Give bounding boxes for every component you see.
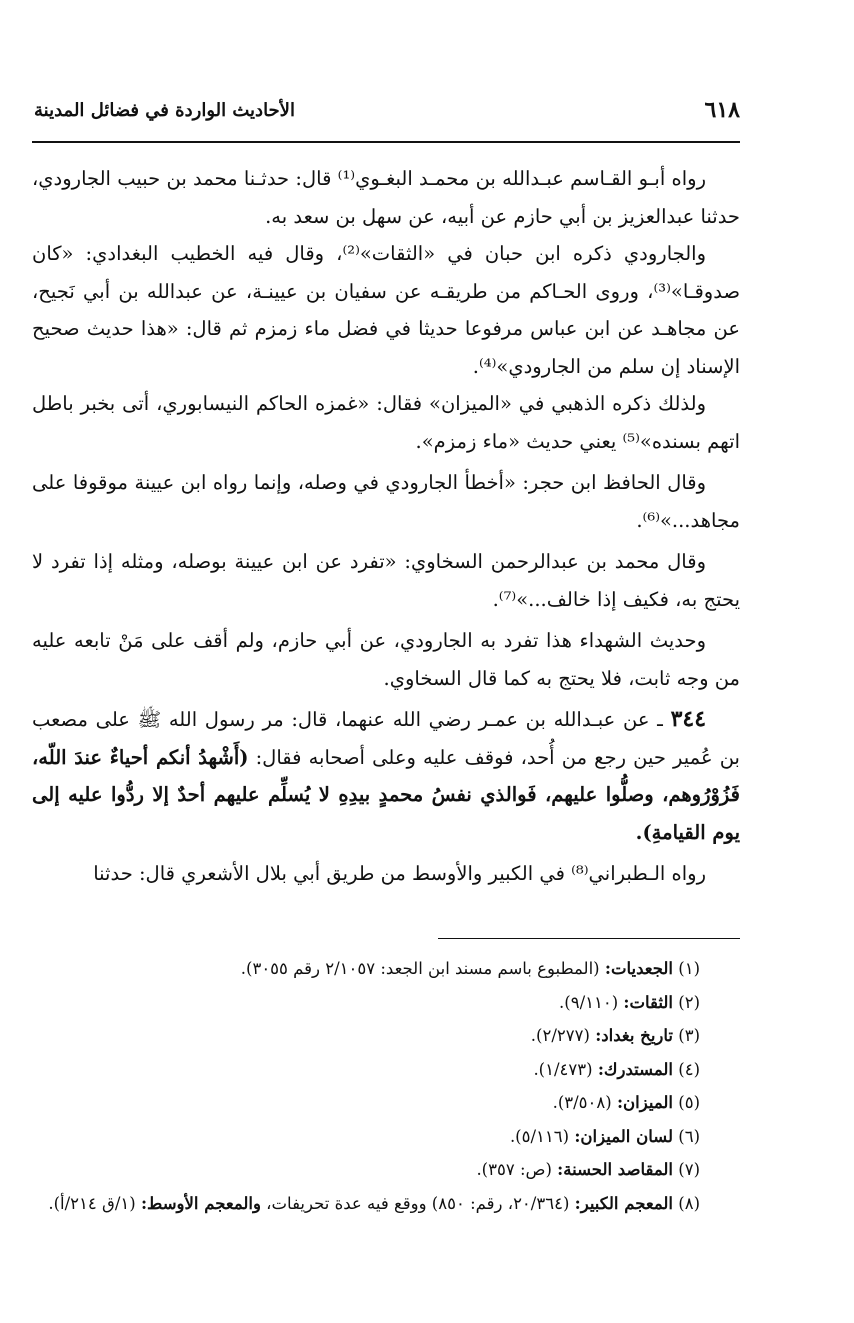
- paragraph: والجارودي ذكره ابن حبان في «الثقات»⁽²⁾، وقال فيه الخطيب البغدادي: «كان صدوقـا»⁽³⁾، وروى الحـاكم من طريقـه عن سفيان بن عيينـة، عن عبدالله بن أبي نَجيح، عن مجاهـد عن ابن عباس مرفوعا حديثا في فضل ماء زمزم ثم قال: «هذا حديث صحيح الإسناد إن سلم من الجارودي»⁽⁴⁾.: [32, 242, 740, 378]
- footnote: (٥) الميزان: (٣/٥٠٨).: [552, 1093, 700, 1112]
- paragraph: رواه الـطبراني⁽⁸⁾ في الكبير والأوسط من طريق أبي بلال الأشعري قال: حدثنا: [93, 862, 706, 885]
- running-title: الأحاديث الواردة في فضائل المدينة: [34, 99, 295, 121]
- page-number: ٦١٨: [704, 97, 740, 123]
- footnote: (١) الجعديات: (المطبوع باسم مسند ابن الجعد: ٢/١٠٥٧ رقم ٣٠٥٥).: [240, 959, 700, 978]
- footnote: (٣) تاريخ بغداد: (٢/٢٧٧).: [530, 1026, 700, 1045]
- hadith-paragraph: [32, 701, 740, 851]
- paragraph: وقال محمد بن عبدالرحمن السخاوي: «تفرد عن ابن عيينة بوصله، ومثله إذا تفرد لا يحتج به، فكيف إذا خالف...»⁽⁷⁾.: [32, 550, 740, 611]
- footnote: (٦) لسان الميزان: (٥/١١٦).: [509, 1126, 700, 1146]
- footnote-rule: [438, 938, 740, 939]
- header-rule: [32, 141, 740, 143]
- hadith-text: (أَشْهدُ أنكم أحياءٌ عندَ اللّه، فَزُوْرُوهم، وصلُّوا عليهم، فَوالذي نفسُ محمدٍ بيدِهِ لا يُسلِّم عليهم أحدٌ إلا ردُّوا عليه إلى يوم القيامةِ).: [32, 745, 740, 844]
- paragraph: وقال الحافظ ابن حجر: «أخطأ الجارودي في وصله، وإنما رواه ابن عيينة موقوفا على مجاهد...»⁽⁶⁾.: [32, 471, 740, 532]
- hadith-intro: ـ عن عبـدالله بن عمـر رضي الله عنهما، قال: مر رسول الله ﷺ على مصعب بن عُمير حين رجع من أُحد، فوقف عليه وعلى أصحابه فقال:: [32, 708, 740, 769]
- footnote: (٤) المستدرك: (١/٤٧٣).: [533, 1059, 700, 1079]
- main-text: [32, 160, 740, 893]
- footnotes: [32, 952, 740, 1220]
- page-header: [34, 92, 740, 128]
- paragraph: وحديث الشهداء هذا تفرد به الجارودي، عن أبي حازم، ولم أقف على مَنْ تابعه عليه من وجه ثابت، فلا يحتج به كما قال السخاوي.: [32, 629, 740, 690]
- footnote: (٨) المعجم الكبير: (٢٠/٣٦٤، رقم: ٨٥٠) ووقع فيه عدة تحريفات، والمعجم الأوسط: (١/ق ٢١٤/أ).: [48, 1193, 700, 1213]
- hadith-number: ٣٤٤: [670, 706, 707, 732]
- paragraph: رواه أبـو القـاسم عبـدالله بن محمـد البغـوي⁽¹⁾ قال: حدثـنا محمد بن حبيب الجارودي، حدثنا عبدالعزيز بن أبي حازم عن أبيه، عن سهل بن سعد به.: [32, 167, 740, 228]
- footnote: (٧) المقاصد الحسنة: (ص: ٣٥٧).: [476, 1160, 700, 1179]
- paragraph: ولذلك ذكره الذهبي في «الميزان» فقال: «غمزه الحاكم النيسابوري، أتى بخبر باطل اتهم بسنده»⁽⁵⁾ يعني حديث «ماء زمزم».: [32, 392, 740, 453]
- footnote: (٢) الثقات: (٩/١١٠).: [559, 992, 700, 1012]
